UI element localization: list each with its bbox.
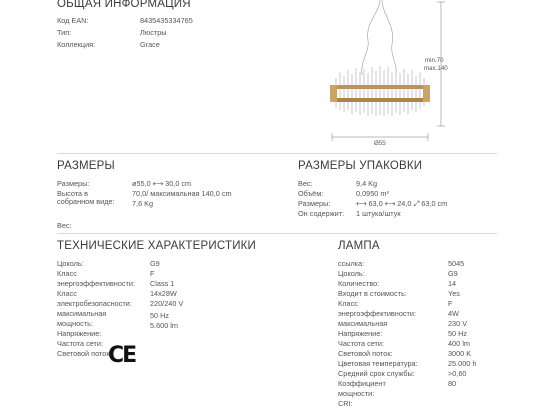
- packaging-weight-value: 9,4 Kg: [356, 179, 378, 188]
- lamp-label: максимальная: [338, 319, 388, 328]
- lamp-label: мощности:: [338, 389, 375, 398]
- diameter-text: Ø55: [374, 140, 386, 145]
- lamp-value: Yes: [448, 289, 460, 298]
- lamp-label: Класс: [338, 299, 358, 308]
- chandelier-drawing: [300, 0, 460, 145]
- tech-value: F: [150, 269, 155, 278]
- ean-value: 8435435334765: [140, 16, 193, 25]
- lamp-value: G9: [448, 269, 458, 278]
- tech-label: Напряжение:: [57, 329, 102, 338]
- tech-label: Световой поток:: [57, 349, 112, 358]
- lamp-value: 5045: [448, 259, 465, 268]
- packaging-contents-label: Он содержит:: [298, 209, 345, 218]
- tech-label: энергоэффективности:: [57, 279, 135, 288]
- dimensions-height-value: 70,0/ максимальная 140,0 cm: [132, 189, 232, 198]
- ean-label: Код EAN:: [57, 16, 89, 25]
- lamp-label: CRI:: [338, 399, 353, 408]
- lamp-label: Коэффициент: [338, 379, 386, 388]
- divider-middle: [57, 233, 497, 234]
- lamp-label: Средний срок службы:: [338, 369, 415, 378]
- lamp-label: Количество:: [338, 279, 380, 288]
- packaging-weight-label: Вес:: [298, 179, 313, 188]
- lamp-value: >0,60: [448, 369, 467, 378]
- tech-label: Цоколь:: [57, 259, 84, 268]
- lamp-value: 400 lm: [448, 339, 470, 348]
- dimensions-height-label: Высота в собранном виде:: [57, 189, 115, 207]
- height-max-text: max.140: [424, 65, 448, 72]
- dimensions-size-label: Размеры:: [57, 179, 90, 188]
- dimensions-title: РАЗМЕРЫ: [57, 160, 115, 172]
- packaging-size-label: Размеры:: [298, 199, 331, 208]
- packaging-title: РАЗМЕРЫ УПАКОВКИ: [298, 160, 423, 172]
- general-title: ОБЩАЯ ИНФОРМАЦИЯ: [57, 0, 191, 10]
- tech-value: G9: [150, 259, 160, 268]
- lamp-label: ссылка:: [338, 259, 365, 268]
- tech-label: Класс: [57, 289, 77, 298]
- height-min-text: min.70: [425, 57, 444, 64]
- tech-value: 14x28W: [150, 289, 177, 298]
- dimensions-weight-value: 7,6 Kg: [132, 199, 154, 208]
- lamp-value: 3000 K: [448, 349, 472, 358]
- lamp-value: 14: [448, 279, 457, 288]
- tech-value: Class 1: [150, 279, 175, 288]
- lamp-title: ЛАМПА: [338, 240, 380, 252]
- collection-label: Коллекция:: [57, 40, 96, 49]
- ce-mark-icon: CE: [108, 343, 136, 368]
- tech-label: Частота сети:: [57, 339, 103, 348]
- lamp-value: 4W: [448, 309, 459, 318]
- dimensions-weight-label: Вес:: [57, 221, 72, 230]
- tech-value: 220/240 V: [150, 299, 184, 308]
- lamp-label: энергоэффективности:: [338, 309, 416, 318]
- lamp-value: 50 Hz: [448, 329, 468, 338]
- type-label: Тип:: [57, 28, 72, 37]
- type-value: Люстры: [140, 28, 167, 37]
- packaging-size-value: ⟷ 63,0 ⟷ 24,0 ⤢ 63,0 cm: [356, 199, 448, 208]
- lamp-value: 25.000 h: [448, 359, 477, 368]
- lamp-value: 230 V: [448, 319, 468, 328]
- tech-label: максимальная: [57, 309, 107, 318]
- technical-title: ТЕХНИЧЕСКИЕ ХАРАКТЕРИСТИКИ: [57, 240, 257, 252]
- tech-label: Класс: [57, 269, 77, 278]
- tech-label: электробезопасности:: [57, 299, 132, 308]
- lamp-label: Световой поток:: [338, 349, 393, 358]
- tech-value: 5.600 lm: [150, 321, 178, 330]
- lamp-label: Входит в стоимость:: [338, 289, 407, 298]
- tech-label: мощность:: [57, 319, 93, 328]
- lamp-label: Цоколь:: [338, 269, 365, 278]
- divider-top: [57, 153, 497, 154]
- lamp-value: 80: [448, 379, 457, 388]
- dimensions-size-value: ø55,0 ⟷ 30,0 cm: [132, 179, 192, 188]
- tech-value: 50 Hz: [150, 311, 170, 320]
- lamp-label: Цветовая температура:: [338, 359, 418, 368]
- collection-value: Grace: [140, 40, 160, 49]
- packaging-volume-value: 0,0950 m³: [356, 189, 389, 198]
- packaging-volume-label: Объём:: [298, 189, 324, 198]
- lamp-label: Напряжение:: [338, 329, 383, 338]
- packaging-contents-value: 1 штука/штук: [356, 209, 401, 218]
- lamp-label: Частота сети:: [338, 339, 384, 348]
- lamp-value: F: [448, 299, 453, 308]
